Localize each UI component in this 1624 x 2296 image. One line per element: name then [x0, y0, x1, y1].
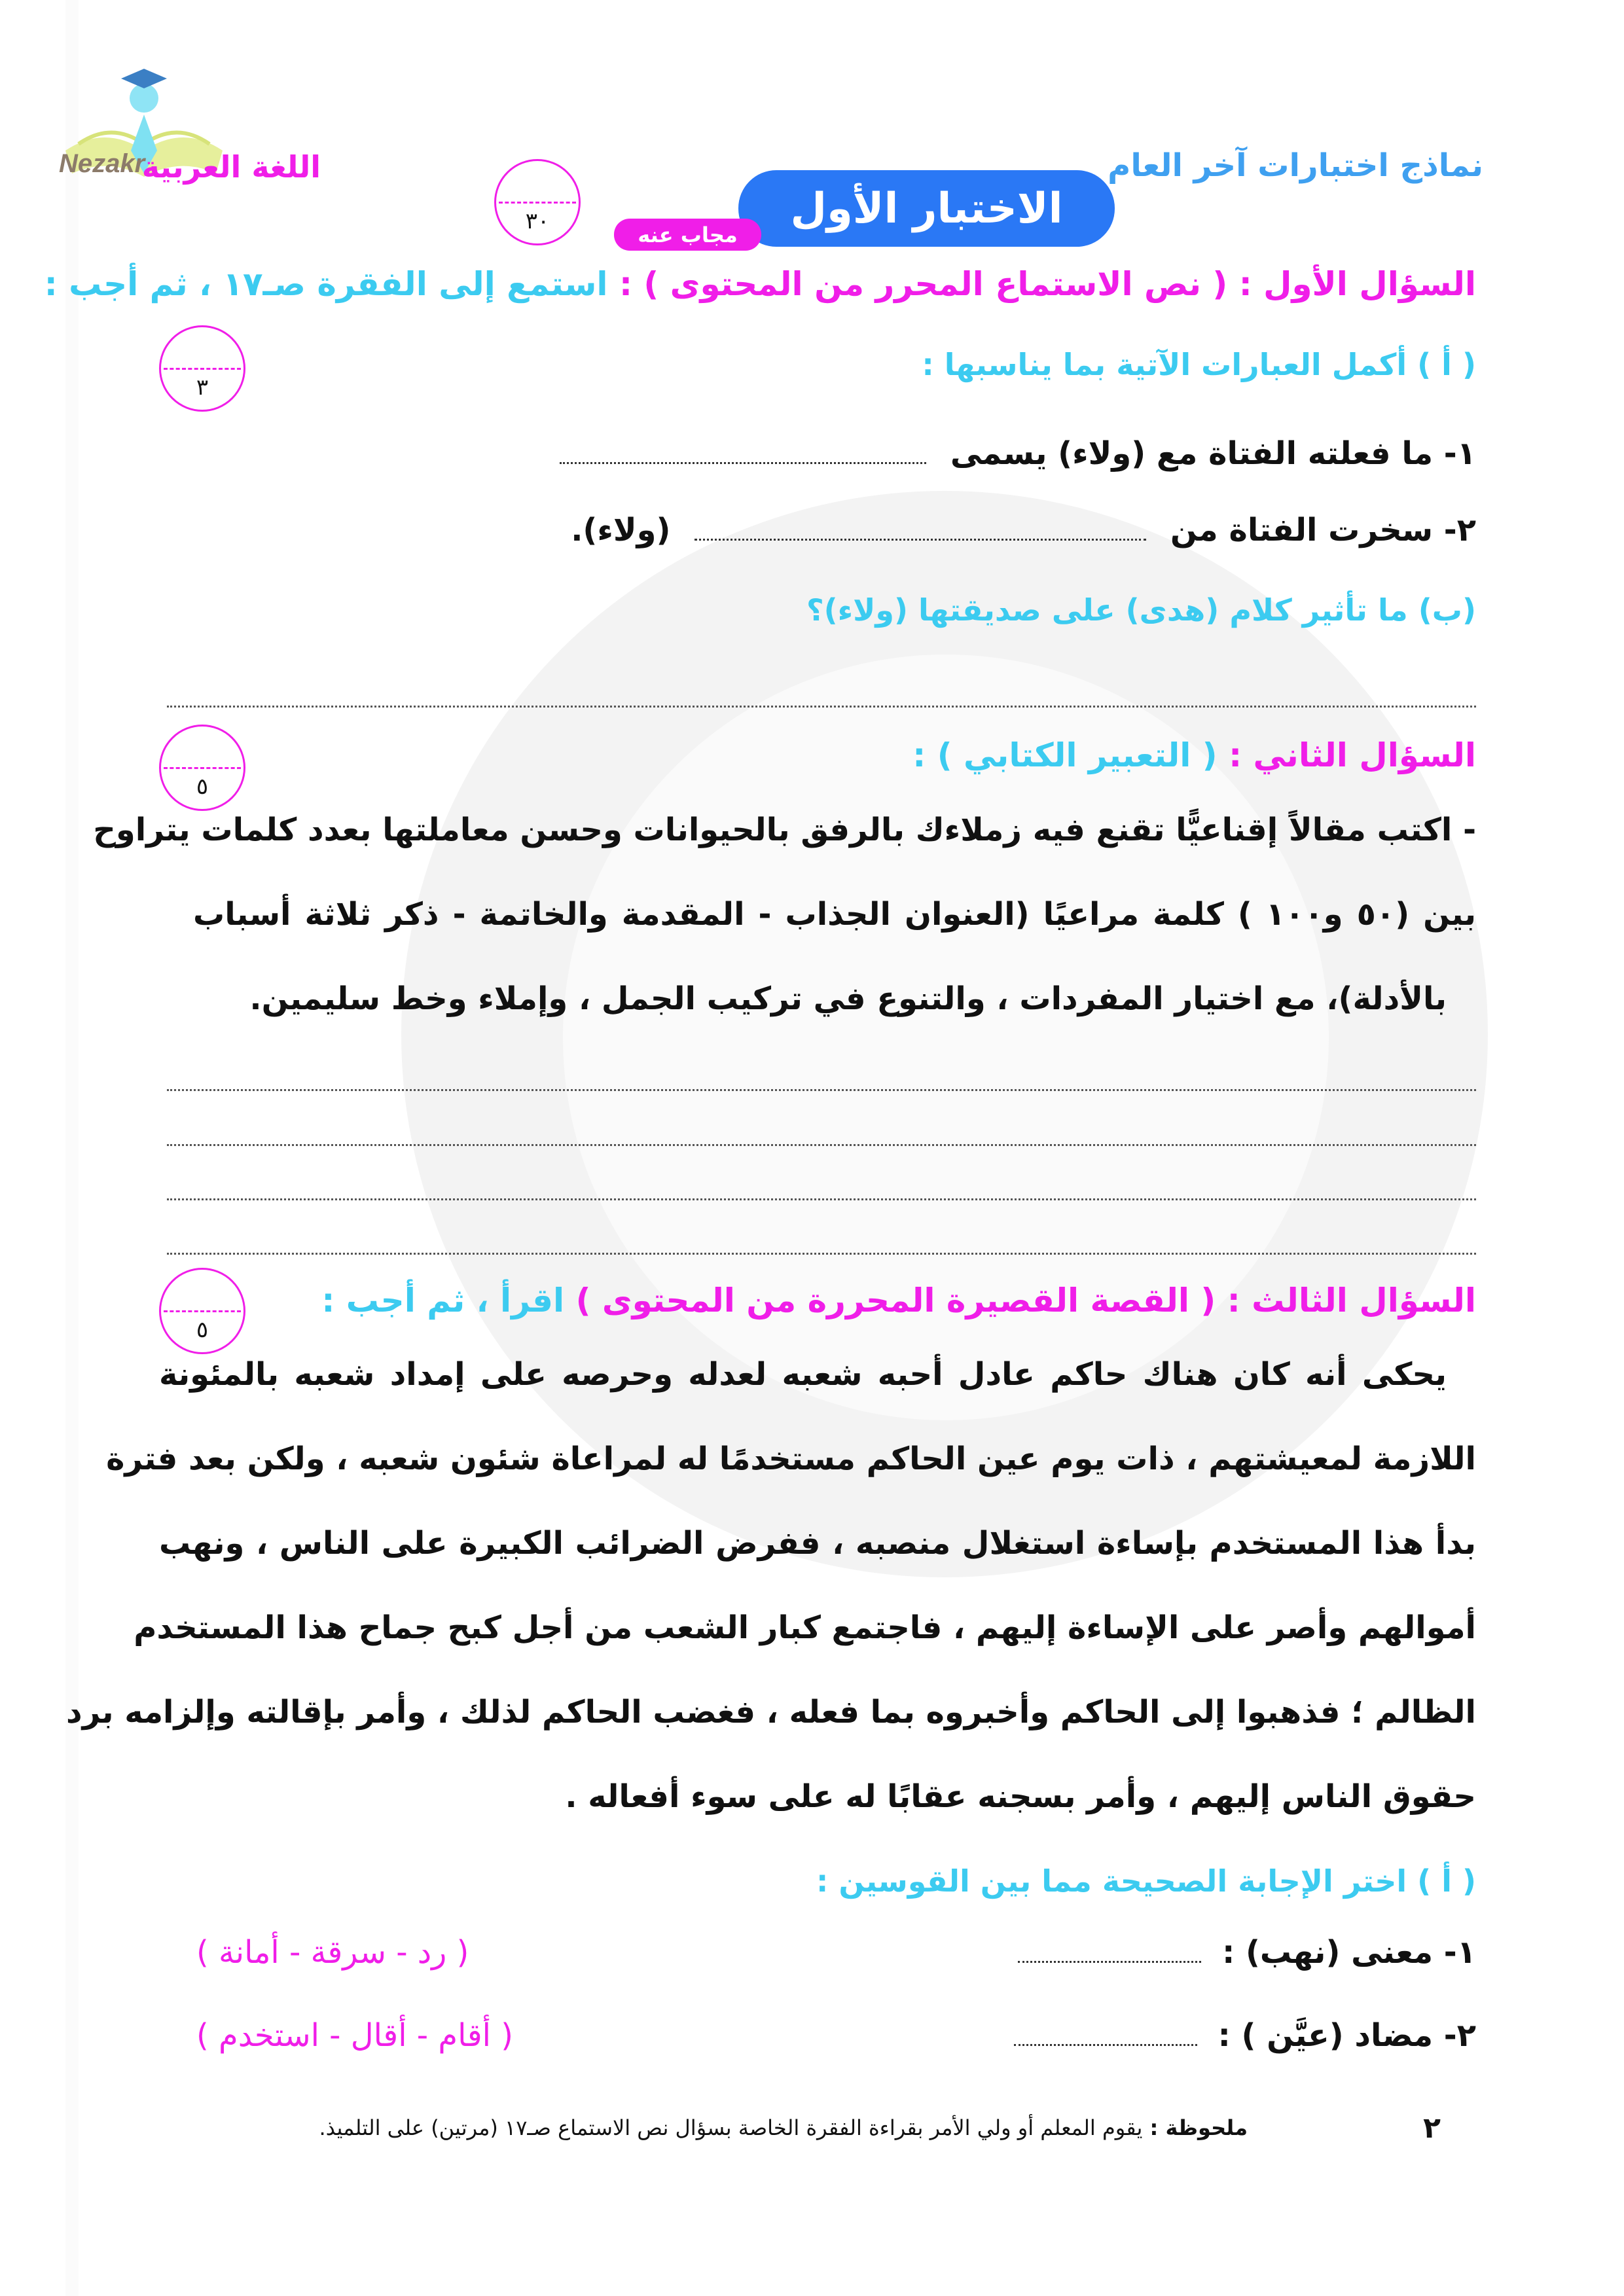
- q1-item2: [571, 512, 1476, 548]
- story-line: الظالم ؛ فذهبوا إلى الحاكم وأخبروه بما فعله ، فغضب الحاكم لذلك ، وأمر بإقالته وإلزامه برد: [66, 1694, 1476, 1731]
- answered-tag: مجاب عنه: [614, 219, 761, 251]
- q2-score: ٥: [196, 774, 209, 800]
- q1-topic: ( نص الاستماع المحرر من المحتوى ) :: [619, 265, 1228, 303]
- answer-blank[interactable]: [695, 539, 1146, 541]
- score-divider: [164, 1310, 241, 1312]
- score-divider: [499, 202, 576, 204]
- q3-part-a: ( أ ) اختر الإجابة الصحيحة مما بين القوسين :: [816, 1863, 1476, 1899]
- q2-prompt-line: - اكتب مقالاً إقناعيًّا تقنع فيه زملاءك بالرفق بالحيوانات وحسن معاملتها بعدد كلمات يتراوح: [93, 812, 1476, 848]
- q3-item2-text: ٢- مضاد (عيَّن ) :: [1218, 2017, 1476, 2054]
- answer-line[interactable]: [167, 1253, 1476, 1255]
- subject-label: اللغة العربية: [141, 149, 321, 185]
- q1-score: ٣: [196, 374, 209, 401]
- q3-label: السؤال الثالث :: [1227, 1282, 1476, 1319]
- q3-topic: ( القصة القصيرة المحررة من المحتوى ): [575, 1282, 1216, 1319]
- story-line: اللازمة لمعيشتهم ، ذات يوم عين الحاكم مستخدمًا له لمراعاة شئون شعبه ، ولكن بعد فترة: [106, 1441, 1476, 1477]
- q3-item1: [1018, 1934, 1476, 1971]
- page-edge-shade: [65, 0, 79, 2296]
- q1-item1-text: ١- ما فعلته الفتاة مع (ولاء) يسمى: [950, 435, 1476, 472]
- q2-prompt-line: بين (٥٠ و١٠٠ ) كلمة مراعيًا (العنوان الجذاب - المقدمة والخاتمة - ذكر ثلاثة أسباب: [193, 896, 1476, 933]
- q2-prompt: [93, 812, 1476, 1065]
- page-number: ٢: [1423, 2111, 1441, 2145]
- answer-line[interactable]: [167, 1144, 1476, 1146]
- answer-blank[interactable]: [1014, 2044, 1197, 2046]
- answer-blank[interactable]: [560, 462, 926, 464]
- q1-part-a: ( أ ) أكمل العبارات الآتية بما يناسبها :: [922, 347, 1476, 382]
- q3-item2: [1014, 2017, 1476, 2054]
- answer-line[interactable]: [167, 1198, 1476, 1200]
- q2-label: السؤال الثاني :: [1229, 736, 1476, 774]
- story-line: حقوق الناس إليهم ، وأمر بسجنه عقابًا له على سوء أفعاله .: [565, 1778, 1476, 1815]
- note-text: يقوم المعلم أو ولي الأمر بقراءة الفقرة الخاصة بسؤال نص الاستماع صـ١٧ (مرتين) على التلميذ.: [319, 2115, 1143, 2140]
- answer-blank[interactable]: [1018, 1961, 1201, 1963]
- q3-item1-text: ١- معنى (نهب) :: [1222, 1934, 1476, 1971]
- q1-item2-start: ٢- سخرت الفتاة من: [1170, 512, 1476, 548]
- note-label: ملحوظة :: [1149, 2115, 1248, 2140]
- total-score: ٣٠: [525, 208, 550, 234]
- q3-item2-choices: ( أقام - أقال - استخدم ): [196, 2017, 513, 2054]
- q2-topic: ( التعبير الكتابي ) :: [912, 736, 1218, 774]
- story-line: أموالهم وأصر على الإساءة إليهم ، فاجتمع كبار الشعب من أجل كبح جماح هذا المستخدم: [134, 1609, 1476, 1646]
- q2-heading: [912, 736, 1476, 774]
- series-title: نماذج اختبارات آخر العام: [1108, 147, 1483, 184]
- q1-score-circle: [159, 325, 245, 412]
- q2-prompt-line: بالأدلة)، مع اختيار المفردات ، والتنوع في تركيب الجمل ، وإملاء وخط سليمين.: [249, 980, 1447, 1017]
- q3-item1-choices: ( رد - سرقة - أمانة ): [196, 1934, 469, 1971]
- total-score-circle: [494, 159, 581, 245]
- score-divider: [164, 767, 241, 769]
- q3-instruction: اقرأ ، ثم أجب :: [321, 1282, 565, 1319]
- q3-story: [66, 1356, 1476, 1863]
- exam-title: الاختبار الأول: [738, 170, 1115, 247]
- q3-heading: [321, 1282, 1476, 1319]
- answer-line[interactable]: [167, 1089, 1476, 1091]
- score-divider: [164, 368, 241, 370]
- story-line: يحكى أنه كان هناك حاكم عادل أحبه شعبه لعدله وحرصه على إمداد شعبه بالمئونة: [159, 1356, 1447, 1393]
- q3-score-circle: [159, 1268, 245, 1354]
- footer-note: [319, 2115, 1248, 2140]
- q2-score-circle: [159, 725, 245, 811]
- logo-text: Nezakr: [59, 149, 145, 178]
- story-line: بدأ هذا المستخدم بإساءة استغلال منصبه ، ففرض الضرائب الكبيرة على الناس ، ونهب: [159, 1525, 1476, 1562]
- q3-score: ٥: [196, 1317, 209, 1343]
- answer-line[interactable]: [167, 706, 1476, 708]
- q1-label: السؤال الأول :: [1238, 265, 1476, 303]
- q1-item2-end: (ولاء).: [571, 512, 671, 548]
- q1-heading: [45, 265, 1476, 303]
- q1-item1: [560, 435, 1476, 472]
- q1-instruction: استمع إلى الفقرة صـ١٧ ، ثم أجب :: [44, 265, 608, 303]
- q1-part-b: (ب) ما تأثير كلام (هدى) على صديقتها (ولاء)؟: [806, 592, 1476, 628]
